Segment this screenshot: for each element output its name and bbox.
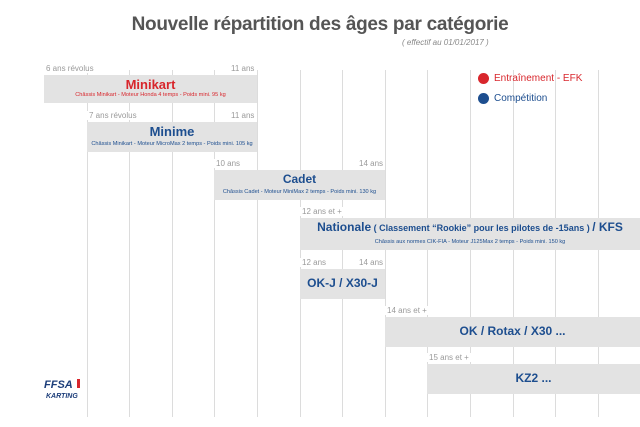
chart-subtitle: ( effectif au 01/01/2017 ) [402,38,489,47]
age-end-label: 11 ans [231,111,255,120]
category-bar-5 [385,317,640,347]
category-description: Châssis Cadet - Moteur MiniMax 2 temps - Poids mini. 130 kg [222,189,377,195]
legend-dot-efk [478,73,489,84]
logo-text: FFSA [44,379,73,391]
category-title: KZ2 ... [515,371,552,385]
category-bar-2 [214,170,385,200]
age-start-label: 10 ans [216,159,241,168]
gridline-11 [257,70,258,417]
age-end-label: 11 ans [231,64,255,73]
category-bar-6 [427,364,640,394]
category-name [300,276,385,290]
category-title: Nationale [317,220,372,234]
category-name [300,220,640,234]
category-title: Minime [149,124,195,139]
category-name [44,77,257,92]
logo-flag-icon [77,379,80,388]
legend-label-competition: Compétition [494,93,548,104]
category-bar-0 [44,75,257,103]
age-end-label: 14 ans [359,258,384,267]
category-name [385,324,640,338]
legend-label-efk: Entraînement - EFK [494,73,583,84]
category-description: Châssis Minikart - Moteur MicroMax 2 temps - Poids mini. 105 kg [91,141,253,147]
age-end-label: 14 ans [359,159,384,168]
logo-subtext: KARTING [46,393,78,400]
category-name [87,124,257,139]
age-start-label: 6 ans révolus [46,64,94,73]
category-note: ( Classement “Rookie” pour les pilotes de -15ans ) [371,223,593,233]
category-bar-1 [87,122,257,152]
age-start-label: 14 ans et + [387,306,427,315]
age-start-label: 15 ans et + [429,353,469,362]
category-name [427,371,640,385]
category-title: Minikart [125,77,176,92]
category-bar-3 [300,218,640,250]
category-description: Châssis Minikart - Moteur Honda 4 temps - Poids mini. 95 kg [75,92,226,98]
category-title: Cadet [282,172,317,186]
age-start-label: 12 ans [302,258,327,267]
category-name [214,172,385,186]
category-title: OK / Rotax / X30 ... [459,324,566,338]
category-description: Châssis aux normes CIK-FIA - Moteur J125Max 2 temps - Poids mini. 150 kg [374,239,566,245]
category-suffix: / KFS [592,220,623,234]
ffsa-karting-logo [44,375,80,400]
category-title: OK-J / X30-J [307,276,378,290]
chart-title: Nouvelle répartition des âges par catégorie [131,14,509,35]
legend-dot-competition [478,93,489,104]
category-bar-4 [300,269,385,299]
age-start-label: 7 ans révolus [89,111,137,120]
age-start-label: 12 ans et + [302,207,342,216]
